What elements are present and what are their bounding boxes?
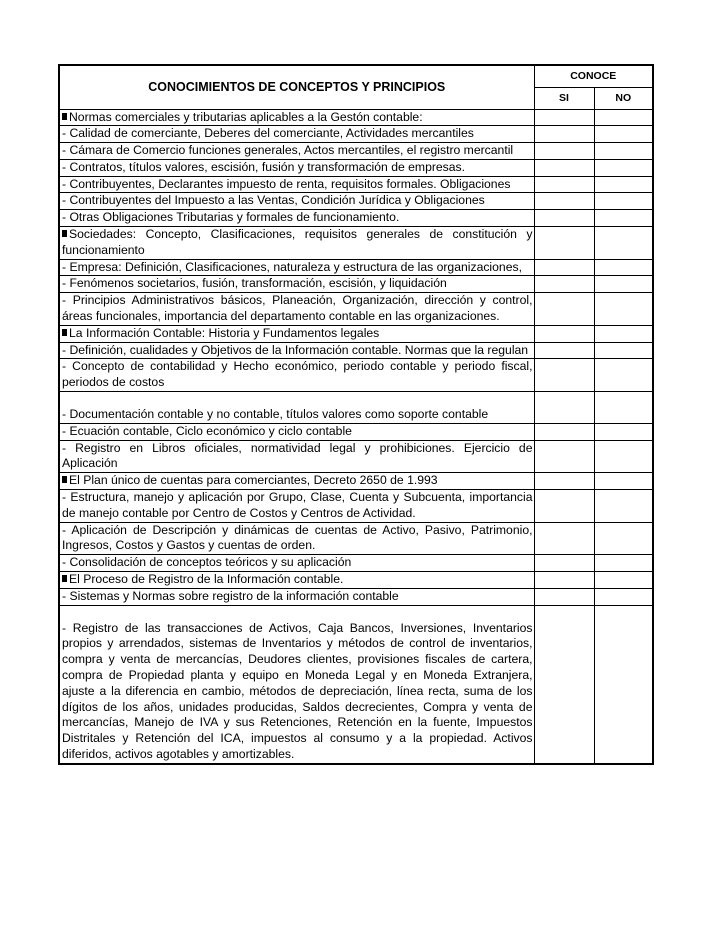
no-checkbox-cell[interactable] (594, 423, 653, 440)
si-checkbox-cell[interactable] (534, 227, 594, 260)
si-checkbox-cell[interactable] (534, 440, 594, 473)
si-checkbox-cell[interactable] (534, 325, 594, 342)
section-heading-cell (59, 109, 534, 126)
section-heading-cell (59, 473, 534, 490)
topic-item-cell (59, 176, 534, 193)
row-text (60, 621, 534, 763)
si-checkbox-cell[interactable] (534, 176, 594, 193)
no-checkbox-cell[interactable] (594, 210, 653, 227)
table-row (59, 109, 653, 126)
si-checkbox-cell[interactable] (534, 359, 594, 392)
table-title: CONOCIMIENTOS DE CONCEPTOS Y PRINCIPIOS (59, 65, 534, 109)
row-text (60, 424, 534, 440)
row-label: - Fenómenos societarios, fusión, transformación, escisión, y liquidación (62, 276, 447, 291)
no-checkbox-cell[interactable] (594, 143, 653, 160)
row-label: - Contribuyentes, Declarantes impuesto de renta, requisitos formales. Obligaciones (62, 176, 511, 191)
row-text (60, 523, 534, 555)
table-row (59, 423, 653, 440)
row-label: El Plan único de cuentas para comerciantes, Decreto 2650 de 1.993 (69, 473, 438, 488)
table-row (59, 293, 653, 326)
row-text (60, 555, 534, 571)
row-text (60, 110, 534, 126)
row-text (60, 143, 534, 159)
row-label: - Definición, cualidades y Objetivos de la Información contable. Normas que la regulan (62, 342, 529, 357)
topic-item-cell (59, 193, 534, 210)
table-row (59, 193, 653, 210)
si-checkbox-cell[interactable] (534, 490, 594, 523)
conoce-header: CONOCE (534, 65, 653, 87)
table-row (59, 440, 653, 473)
row-text (60, 407, 534, 423)
row-label: - Concepto de contabilidad y Hecho económico, periodo contable y periodo fiscal, periodos de costos (62, 359, 533, 390)
table-row (59, 259, 653, 276)
row-label: - Ecuación contable, Ciclo económico y ciclo contable (62, 423, 352, 438)
topic-item-cell (59, 490, 534, 523)
row-text (60, 343, 534, 359)
knowledge-checklist-table (58, 64, 654, 765)
row-text (60, 193, 534, 209)
table-row (59, 555, 653, 572)
row-text (60, 490, 534, 522)
table-row (59, 572, 653, 589)
blank-line (60, 392, 534, 407)
topic-item-cell (59, 210, 534, 227)
row-label: - Contribuyentes del Impuesto a las Ventas, Condición Jurídica y Obligaciones (62, 193, 485, 208)
row-label: Normas comerciales y tributarias aplicables a la Gestón contable: (69, 109, 423, 124)
topic-item-cell (59, 259, 534, 276)
table-row (59, 342, 653, 359)
table-row (59, 605, 653, 764)
row-text (60, 359, 534, 391)
table-row (59, 588, 653, 605)
no-checkbox-cell[interactable] (594, 159, 653, 176)
no-checkbox-cell[interactable] (594, 109, 653, 126)
si-checkbox-cell[interactable] (534, 276, 594, 293)
no-checkbox-cell[interactable] (594, 342, 653, 359)
si-checkbox-cell[interactable] (534, 143, 594, 160)
row-label: - Registro de las transacciones de Activos, Caja Bancos, Inversiones, Inventarios propios y arrendados, sistemas de Inventarios y métodos de control de inventarios, compra y venta de mercancías, Deudores clientes, provisiones fiscales de cartera, compra de Propiedad planta y equipo en Moneda Legal y en Moneda Extranjera, ajuste a la diferencia en cambio, métodos de depreciación, línea recta, suma de los dígitos de los años, unidades producidas, Saldos decrecientes, Compra y venta de mercancías, Manejo de IVA y sus Retenciones, Retención en la fuente, Impuestos Distritales y Retención del ICA, impuestos al consumo y a la propiedad. Activos diferidos, activos agotables y amortizables. (62, 620, 533, 761)
row-text (60, 160, 534, 176)
topic-item-cell (59, 423, 534, 440)
no-checkbox-cell[interactable] (594, 325, 653, 342)
row-label: - Calidad de comerciante, Deberes del comerciante, Actividades mercantiles (62, 126, 474, 141)
blank-line (60, 606, 534, 621)
no-checkbox-cell[interactable] (594, 605, 653, 764)
row-text (60, 326, 534, 342)
square-bullet-icon (62, 113, 67, 120)
si-checkbox-cell[interactable] (534, 588, 594, 605)
topic-item-cell (59, 276, 534, 293)
si-checkbox-cell[interactable] (534, 572, 594, 589)
si-checkbox-cell[interactable] (534, 109, 594, 126)
row-text (60, 589, 534, 605)
section-heading-cell (59, 572, 534, 589)
row-label: El Proceso de Registro de la Información contable. (69, 572, 344, 587)
no-checkbox-cell[interactable] (594, 440, 653, 473)
no-checkbox-cell[interactable] (594, 259, 653, 276)
topic-item-cell (59, 392, 534, 424)
row-text (60, 227, 534, 259)
row-label: - Documentación contable y no contable, títulos valores como soporte contable (62, 407, 489, 422)
row-text (60, 210, 534, 226)
square-bullet-icon (62, 575, 67, 582)
table-row (59, 522, 653, 555)
topic-item-cell (59, 159, 534, 176)
table-row (59, 359, 653, 392)
si-checkbox-cell[interactable] (534, 193, 594, 210)
si-checkbox-cell[interactable] (534, 392, 594, 424)
row-label: Sociedades: Concepto, Clasificaciones, requisitos generales de constitución y funcionamiento (62, 227, 533, 257)
si-checkbox-cell[interactable] (534, 159, 594, 176)
row-label: - Consolidación de conceptos teóricos y su aplicación (62, 555, 352, 570)
no-checkbox-cell[interactable] (594, 392, 653, 424)
si-checkbox-cell[interactable] (534, 605, 594, 764)
si-checkbox-cell[interactable] (534, 342, 594, 359)
topic-item-cell (59, 293, 534, 326)
si-checkbox-cell[interactable] (534, 423, 594, 440)
square-bullet-icon (62, 476, 67, 483)
si-checkbox-cell[interactable] (534, 522, 594, 555)
table-row (59, 473, 653, 490)
topic-item-cell (59, 522, 534, 555)
topic-item-cell (59, 440, 534, 473)
table-row (59, 126, 653, 143)
table-row (59, 143, 653, 160)
row-label: - Cámara de Comercio funciones generales, Actos mercantiles, el registro mercantil (62, 143, 514, 158)
topic-item-cell (59, 143, 534, 160)
row-text (60, 126, 534, 142)
table-row (59, 325, 653, 342)
si-checkbox-cell[interactable] (534, 555, 594, 572)
table-row (59, 159, 653, 176)
no-checkbox-cell[interactable] (594, 276, 653, 293)
no-checkbox-cell[interactable] (594, 193, 653, 210)
section-heading-cell (59, 325, 534, 342)
topic-item-cell (59, 605, 534, 764)
row-label: - Aplicación de Descripción y dinámicas de cuentas de Activo, Pasivo, Patrimonio, Ingresos, Costos y Gastos y cuentas de orden. (62, 522, 533, 553)
si-checkbox-cell[interactable] (534, 126, 594, 143)
row-label: - Empresa: Definición, Clasificaciones, naturaleza y estructura de las organizaciones, (62, 259, 522, 274)
si-column-header: SI (534, 87, 594, 109)
row-label: - Registro en Libros oficiales, normatividad legal y prohibiciones. Ejercicio de Aplicación (62, 440, 533, 471)
no-checkbox-cell[interactable] (594, 176, 653, 193)
row-text (60, 293, 534, 325)
section-heading-cell (59, 227, 534, 260)
topic-item-cell (59, 126, 534, 143)
square-bullet-icon (62, 230, 67, 237)
si-checkbox-cell[interactable] (534, 473, 594, 490)
no-checkbox-cell[interactable] (594, 126, 653, 143)
no-checkbox-cell[interactable] (594, 572, 653, 589)
row-text (60, 572, 534, 588)
no-checkbox-cell[interactable] (594, 522, 653, 555)
topic-item-cell (59, 342, 534, 359)
table-row (59, 210, 653, 227)
row-text (60, 441, 534, 473)
row-text (60, 260, 534, 276)
no-checkbox-cell[interactable] (594, 359, 653, 392)
no-checkbox-cell[interactable] (594, 555, 653, 572)
topic-item-cell (59, 588, 534, 605)
row-text (60, 177, 534, 193)
no-checkbox-cell[interactable] (594, 588, 653, 605)
no-checkbox-cell[interactable] (594, 490, 653, 523)
si-checkbox-cell[interactable] (534, 293, 594, 326)
row-label: - Estructura, manejo y aplicación por Grupo, Clase, Cuenta y Subcuenta, importancia de manejo contable por Centro de Costos y Centros de Actividad. (62, 490, 533, 520)
square-bullet-icon (62, 329, 67, 336)
si-checkbox-cell[interactable] (534, 259, 594, 276)
row-text (60, 276, 534, 292)
no-checkbox-cell[interactable] (594, 473, 653, 490)
table-row (59, 176, 653, 193)
row-text (60, 473, 534, 489)
no-checkbox-cell[interactable] (594, 227, 653, 260)
table-row (59, 490, 653, 523)
topic-item-cell (59, 359, 534, 392)
row-label: - Otras Obligaciones Tributarias y formales de funcionamiento. (62, 210, 400, 225)
si-checkbox-cell[interactable] (534, 210, 594, 227)
topic-item-cell (59, 555, 534, 572)
table-row (59, 276, 653, 293)
no-column-header: NO (594, 87, 653, 109)
row-label: - Principios Administrativos básicos, Planeación, Organización, dirección y control, áreas funcionales, importancia del departamento contable en las organizaciones. (62, 293, 533, 324)
row-label: - Sistemas y Normas sobre registro de la información contable (62, 588, 399, 603)
no-checkbox-cell[interactable] (594, 293, 653, 326)
table-row (59, 392, 653, 424)
row-label: - Contratos, títulos valores, escisión, fusión y transformación de empresas. (62, 159, 466, 174)
table-row (59, 227, 653, 260)
row-label: La Información Contable: Historia y Fundamentos legales (69, 325, 380, 340)
